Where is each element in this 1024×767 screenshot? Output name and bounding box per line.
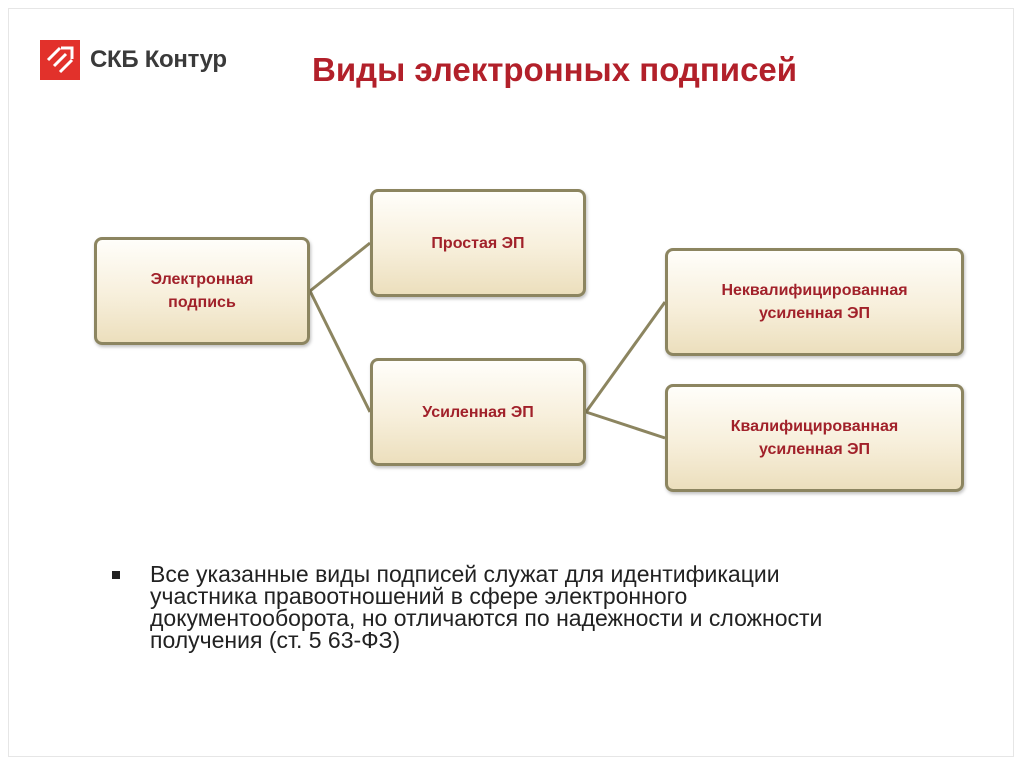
bullet-line: получения (ст. 5 63-ФЗ)	[150, 627, 401, 653]
node-label: Электронная подпись	[150, 271, 254, 311]
brand-name: СКБ Контур	[90, 46, 227, 73]
node-label: Квалифицированная усиленная ЭП	[730, 418, 899, 458]
node-simple-signature	[370, 189, 586, 297]
connector-enhanced-qualified	[586, 412, 665, 438]
bullet-text	[150, 563, 822, 651]
node-label: Неквалифицированная усиленная ЭП	[721, 282, 908, 322]
node-label: Усиленная ЭП	[422, 403, 534, 421]
bullet-point	[112, 563, 952, 651]
node-electronic-signature	[94, 237, 310, 345]
bullet-line: участника правоотношений в сфере электронного	[150, 583, 688, 609]
node-nonqualified-enhanced-signature	[665, 248, 964, 356]
page-title: Виды электронных подписей	[312, 51, 798, 88]
bullet-square-icon	[112, 571, 120, 579]
node-label: Простая ЭП	[431, 234, 525, 252]
connector-root-enhanced	[310, 291, 370, 412]
node-enhanced-signature	[370, 358, 586, 466]
bullet-line: Все указанные виды подписей служат для идентификации	[150, 561, 780, 587]
bullet-line: документооборота, но отличаются по надежности и сложности	[150, 605, 823, 631]
node-qualified-enhanced-signature	[665, 384, 964, 492]
connector-enhanced-nonqualified	[586, 302, 665, 412]
connector-root-simple	[310, 243, 370, 291]
